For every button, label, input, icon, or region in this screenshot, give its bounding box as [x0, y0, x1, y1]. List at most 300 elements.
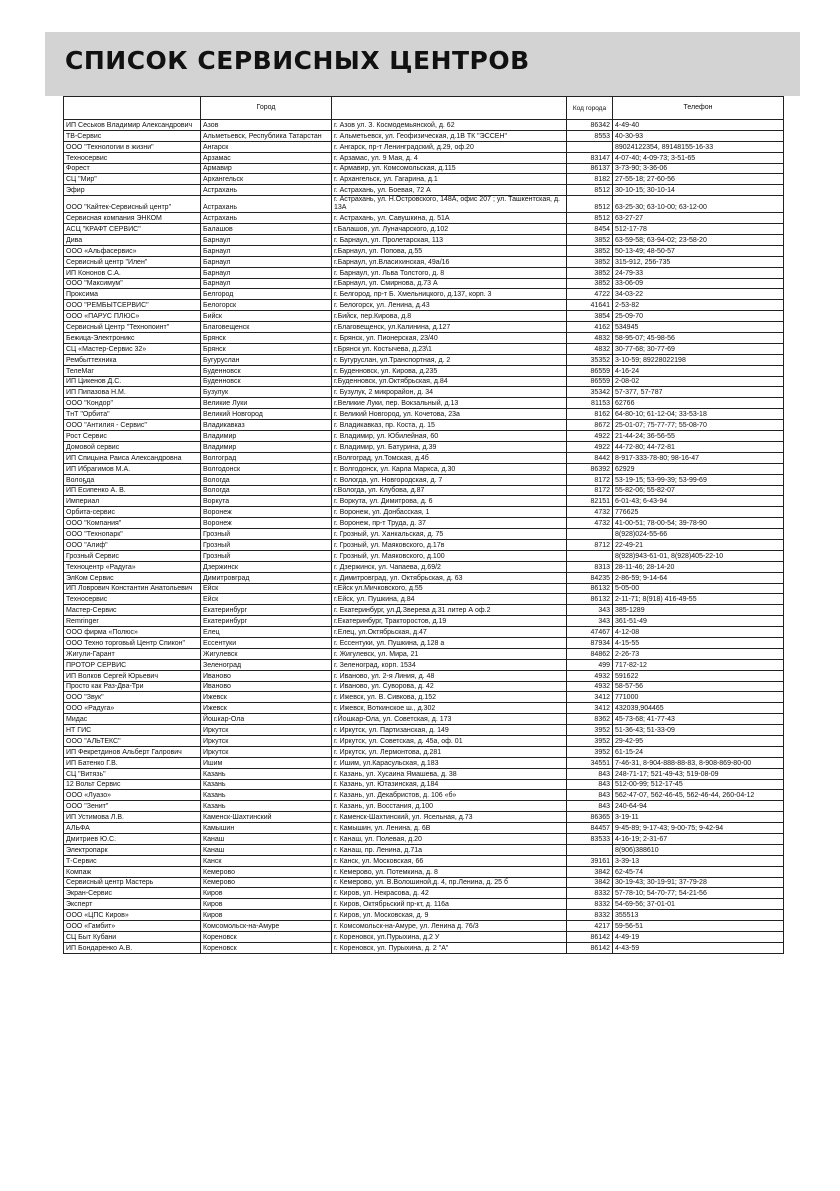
- cell-phone: 717-82-12: [613, 659, 784, 670]
- cell-name: Сервисный Центр "Технопоинт": [64, 322, 201, 333]
- cell-city: Канаш: [201, 844, 332, 855]
- table-row: [64, 354, 784, 365]
- cell-code: 41641: [567, 300, 613, 311]
- cell-address: г. Каменск-Шахтинский, ул. Ясельная, д.73: [332, 812, 567, 823]
- cell-city: Елец: [201, 627, 332, 638]
- cell-city: Барнаул: [201, 278, 332, 289]
- column-header-address: [332, 97, 567, 120]
- table-row: [64, 507, 784, 518]
- table-row: [64, 452, 784, 463]
- cell-name: ООО "Компания": [64, 518, 201, 529]
- cell-city: Дзержинск: [201, 561, 332, 572]
- table-row: [64, 130, 784, 141]
- cell-address: г. Екатеринбург, ул.Д.Зверева д.31 литер А оф.2: [332, 605, 567, 616]
- cell-city: Грозный: [201, 529, 332, 540]
- cell-code: 8313: [567, 561, 613, 572]
- cell-phone: 3-10-59; 89228022198: [613, 354, 784, 365]
- cell-city: Воронеж: [201, 518, 332, 529]
- cell-address: г. Астрахань, ул. Н.Островского, 148А, офис 207 ; ул. Ташкентская, д. 13А: [332, 196, 567, 213]
- table-row: [64, 725, 784, 736]
- table-row: [64, 594, 784, 605]
- cell-code: 4162: [567, 322, 613, 333]
- cell-city: Бузулук: [201, 387, 332, 398]
- table-row: [64, 692, 784, 703]
- service-centers-table: [63, 96, 784, 954]
- cell-name: Бежица-Электроникс: [64, 333, 201, 344]
- cell-city: Екатеринбург: [201, 616, 332, 627]
- cell-city: Барнаул: [201, 256, 332, 267]
- cell-address: г. Кореновск, ул. Пурыхина, д. 2 "А": [332, 942, 567, 953]
- cell-code: 843: [567, 779, 613, 790]
- cell-name: Грозный Сервис: [64, 550, 201, 561]
- service-centers-table-wrapper: [63, 96, 783, 954]
- column-header-city-code: Код города: [567, 97, 613, 120]
- cell-code: 86342: [567, 120, 613, 131]
- table-row: [64, 681, 784, 692]
- cell-address: г. Иркутск, ул. Партизанская, д. 149: [332, 725, 567, 736]
- cell-city: Казань: [201, 768, 332, 779]
- cell-code: 8332: [567, 899, 613, 910]
- cell-address: г.Великие Луки, пер. Вокзальный, д.13: [332, 398, 567, 409]
- table-row: [64, 659, 784, 670]
- cell-phone: 4-16-24: [613, 365, 784, 376]
- cell-city: Астрахань: [201, 196, 332, 213]
- cell-name: Remringer: [64, 616, 201, 627]
- cell-city: Белогорск: [201, 300, 332, 311]
- cell-code: 3852: [567, 245, 613, 256]
- cell-name: ИП Есипенко А. В.: [64, 485, 201, 496]
- cell-address: г. Армавир, ул. Комсомольская, д.115: [332, 163, 567, 174]
- cell-name: ТнТ "Орбита": [64, 409, 201, 420]
- table-row: [64, 757, 784, 768]
- cell-phone: 58-57-56: [613, 681, 784, 692]
- cell-code: 4722: [567, 289, 613, 300]
- cell-code: 3412: [567, 692, 613, 703]
- cell-code: 8162: [567, 409, 613, 420]
- cell-address: г.Вологда, ул. Клубова, д.87: [332, 485, 567, 496]
- cell-phone: 8(928)943-61-01, 8(928)405-22-10: [613, 550, 784, 561]
- cell-city: Комсомольск-на-Амуре: [201, 921, 332, 932]
- cell-name: Эксперт: [64, 899, 201, 910]
- cell-name: Империал: [64, 496, 201, 507]
- cell-name: ЭлКом Сервис: [64, 572, 201, 583]
- cell-phone: 45-73-68; 41-77-43: [613, 714, 784, 725]
- cell-phone: 24-79-33: [613, 267, 784, 278]
- column-header-phone: Телефон: [613, 97, 784, 120]
- cell-address: г. Буденновск, ул. Кирова, д.235: [332, 365, 567, 376]
- cell-city: Великие Луки: [201, 398, 332, 409]
- table-row: [64, 224, 784, 235]
- cell-code: 84235: [567, 572, 613, 583]
- cell-phone: 22-49-21: [613, 539, 784, 550]
- cell-address: г. Ишим, ул.Карасульская, д.183: [332, 757, 567, 768]
- cell-address: г.Благовещенск, ул.Калинина, д.127: [332, 322, 567, 333]
- cell-address: г. Арзамас, ул. 9 Мая, д. 4: [332, 152, 567, 163]
- cell-code: 86559: [567, 376, 613, 387]
- cell-phone: 3-39-13: [613, 855, 784, 866]
- column-header-city: Город: [201, 97, 332, 120]
- cell-address: г.Бийск, пер.Кирова, д.8: [332, 311, 567, 322]
- cell-code: 8553: [567, 130, 613, 141]
- cell-address: г. Жигулевск, ул. Мира, 21: [332, 648, 567, 659]
- column-header-name: [64, 97, 201, 120]
- cell-code: 343: [567, 605, 613, 616]
- cell-code: 86365: [567, 812, 613, 823]
- cell-city: Казань: [201, 779, 332, 790]
- cell-name: ИП Батенко Г.В.: [64, 757, 201, 768]
- table-row: [64, 561, 784, 572]
- cell-address: г. Воронеж, пр-т Труда, д. 37: [332, 518, 567, 529]
- cell-code: 4932: [567, 670, 613, 681]
- cell-code: 86559: [567, 365, 613, 376]
- cell-city: Кемерово: [201, 877, 332, 888]
- cell-code: 3952: [567, 746, 613, 757]
- cell-code: 4922: [567, 441, 613, 452]
- table-row: [64, 300, 784, 311]
- cell-code: 843: [567, 801, 613, 812]
- cell-city: Астрахань: [201, 185, 332, 196]
- cell-code: 8332: [567, 888, 613, 899]
- cell-phone: 3-73-90; 3-36-06: [613, 163, 784, 174]
- table-row: [64, 174, 784, 185]
- cell-city: Иркутск: [201, 725, 332, 736]
- cell-phone: 7-46-31, 8-904-888-88-83, 8-908-869-80-00: [613, 757, 784, 768]
- cell-address: г.Йошкар-Ола, ул. Советская, д. 173: [332, 714, 567, 725]
- cell-name: Дмитриев Ю.С.: [64, 834, 201, 845]
- cell-city: Грозный: [201, 550, 332, 561]
- cell-city: Камышин: [201, 823, 332, 834]
- cell-code: 3842: [567, 877, 613, 888]
- cell-phone: 30-10-15; 30-10-14: [613, 185, 784, 196]
- cell-city: Каменск-Шахтинский: [201, 812, 332, 823]
- cell-name: Сервисный центр Мастерь: [64, 877, 201, 888]
- cell-address: г. Ижевск, Воткинское ш., д.302: [332, 703, 567, 714]
- cell-address: г. Владикавказ, пр. Коста, д. 15: [332, 420, 567, 431]
- cell-address: г. Киров, ул. Московская, д. 9: [332, 910, 567, 921]
- cell-name: Сервисная компания ЭНКОМ: [64, 213, 201, 224]
- cell-city: Волгоград: [201, 452, 332, 463]
- cell-address: г.Екатеринбург, Тракторостов, д.19: [332, 616, 567, 627]
- cell-phone: 315-912, 256-735: [613, 256, 784, 267]
- table-row: [64, 496, 784, 507]
- cell-city: Армавир: [201, 163, 332, 174]
- cell-phone: 562-47-07, 562-46-45, 562-46-44, 260-04-12: [613, 790, 784, 801]
- cell-code: 83147: [567, 152, 613, 163]
- cell-city: Грозный: [201, 539, 332, 550]
- cell-address: г.Ейск ул.Мичковского, д.55: [332, 583, 567, 594]
- cell-code: 4832: [567, 343, 613, 354]
- cell-code: 4732: [567, 518, 613, 529]
- cell-address: г. Иваново, ул. Суворова, д. 42: [332, 681, 567, 692]
- cell-phone: 4-43-59: [613, 942, 784, 953]
- cell-name: Рембыттехника: [64, 354, 201, 365]
- table-row: [64, 431, 784, 442]
- table-row: [64, 910, 784, 921]
- cell-code: 843: [567, 768, 613, 779]
- table-row: [64, 387, 784, 398]
- cell-code: 86142: [567, 942, 613, 953]
- table-row: [64, 539, 784, 550]
- cell-phone: 64-80-10; 61-12-04; 33-53-18: [613, 409, 784, 420]
- cell-city: Ейск: [201, 594, 332, 605]
- cell-code: 843: [567, 790, 613, 801]
- cell-address: г. Волгодонск, ул. Карла Маркса, д.30: [332, 463, 567, 474]
- cell-name: Экран-Сервис: [64, 888, 201, 899]
- cell-name: АСЦ "КРАФТ СЕРВИС": [64, 224, 201, 235]
- cell-city: Киров: [201, 888, 332, 899]
- cell-code: 84862: [567, 648, 613, 659]
- cell-address: г. Кемерово, ул. В.Волошиной,д. 4, пр.Ленина, д. 25 б: [332, 877, 567, 888]
- cell-phone: 2-08-02: [613, 376, 784, 387]
- cell-phone: 27-55-18; 27-60-56: [613, 174, 784, 185]
- cell-name: ТВ-Сервис: [64, 130, 201, 141]
- cell-phone: 50-13-49; 48-50-57: [613, 245, 784, 256]
- cell-name: Рост Сервис: [64, 431, 201, 442]
- cell-address: г. Ангарск, пр-т Ленинградский, д.29, оф.20: [332, 141, 567, 152]
- cell-phone: 2-26-73: [613, 648, 784, 659]
- cell-code: 343: [567, 616, 613, 627]
- cell-phone: 2-86-59; 9-14-64: [613, 572, 784, 583]
- cell-code: 8512: [567, 196, 613, 213]
- cell-code: 3842: [567, 866, 613, 877]
- table-row: [64, 196, 784, 213]
- cell-phone: 41-00-51; 78-00-54; 39-78-90: [613, 518, 784, 529]
- cell-city: Иркутск: [201, 735, 332, 746]
- cell-address: г. Ессентуки, ул. Пушкина, д.128 а: [332, 637, 567, 648]
- cell-city: Азов: [201, 120, 332, 131]
- table-row: [64, 163, 784, 174]
- cell-name: Техносервис: [64, 152, 201, 163]
- table-row: [64, 474, 784, 485]
- cell-name: Т-Сервис: [64, 855, 201, 866]
- cell-phone: 248-71-17; 521-49-43; 519-08-09: [613, 768, 784, 779]
- table-row: [64, 855, 784, 866]
- table-header-row: [64, 97, 784, 120]
- cell-phone: 512-17-78: [613, 224, 784, 235]
- cell-code: 81153: [567, 398, 613, 409]
- cell-city: Брянск: [201, 333, 332, 344]
- cell-city: Димитровград: [201, 572, 332, 583]
- table-row: [64, 844, 784, 855]
- cell-name: Мастер-Сервис: [64, 605, 201, 616]
- cell-code: 8512: [567, 185, 613, 196]
- cell-phone: 4-12-08: [613, 627, 784, 638]
- table-row: [64, 420, 784, 431]
- cell-city: Ангарск: [201, 141, 332, 152]
- cell-city: Владимир: [201, 431, 332, 442]
- cell-name: СЦ "Мир": [64, 174, 201, 185]
- cell-address: г. Канаш, пр. Ленина, д.71а: [332, 844, 567, 855]
- cell-address: г.Барнаул, ул. Смирнова, д.73 А: [332, 278, 567, 289]
- cell-code: 8442: [567, 452, 613, 463]
- cell-address: г. Владимир, ул. Батурина, д.39: [332, 441, 567, 452]
- cell-address: г. Иркутск, ул. Советская, д. 45а, оф. 01: [332, 735, 567, 746]
- cell-name: ИП Волков Сергей Юрьевич: [64, 670, 201, 681]
- cell-code: 4922: [567, 431, 613, 442]
- cell-name: Домовой сервис: [64, 441, 201, 452]
- cell-phone: 51-36-43; 51-33-09: [613, 725, 784, 736]
- cell-address: г. Астрахань, ул. Боевая, 72 А: [332, 185, 567, 196]
- table-row: [64, 932, 784, 943]
- table-row: [64, 888, 784, 899]
- cell-address: г. Архангельск, ул. Гагарина, д.1: [332, 174, 567, 185]
- cell-name: ООО "Алиф": [64, 539, 201, 550]
- table-row: [64, 267, 784, 278]
- cell-phone: 63-27-27: [613, 213, 784, 224]
- cell-phone: 30-19-43; 30-19-91; 37-79-28: [613, 877, 784, 888]
- cell-address: г. Альметьевск, ул. Геофизическая, д.1В ТК "ЭССЕН": [332, 130, 567, 141]
- cell-address: г. Канск, ул. Московская, 66: [332, 855, 567, 866]
- cell-code: 3852: [567, 256, 613, 267]
- table-row: [64, 768, 784, 779]
- cell-name: Эфир: [64, 185, 201, 196]
- cell-phone: 25-01-07; 75-77-77; 55-08-70: [613, 420, 784, 431]
- cell-name: СЦ «Мастер-Сервис 32»: [64, 343, 201, 354]
- cell-address: г. Барнаул, ул. Пролетарская, 113: [332, 235, 567, 246]
- cell-phone: 5-05-00: [613, 583, 784, 594]
- cell-name: Мидас: [64, 714, 201, 725]
- cell-name: Волоҕда: [64, 474, 201, 485]
- cell-city: Барнаул: [201, 245, 332, 256]
- cell-code: 8512: [567, 213, 613, 224]
- table-row: [64, 703, 784, 714]
- cell-city: Кореновск: [201, 942, 332, 953]
- table-row: [64, 256, 784, 267]
- cell-phone: 6-01-43; 6-43-94: [613, 496, 784, 507]
- cell-city: Жигулевск: [201, 648, 332, 659]
- cell-city: Владикавказ: [201, 420, 332, 431]
- cell-code: 87934: [567, 637, 613, 648]
- cell-name: ООО фирма «Полюс»: [64, 627, 201, 638]
- cell-phone: 8(928)024-55-66: [613, 529, 784, 540]
- cell-address: г. Владимир, ул. Юбилейная, 60: [332, 431, 567, 442]
- table-row: [64, 441, 784, 452]
- cell-address: г. Димитровград, ул. Октябрьская, д. 63: [332, 572, 567, 583]
- cell-name: ООО "Максимум": [64, 278, 201, 289]
- cell-code: [567, 141, 613, 152]
- cell-phone: 28-11-46; 28-14-20: [613, 561, 784, 572]
- cell-phone: 355513: [613, 910, 784, 921]
- cell-address: г. Бугуруслан, ул.Транспортная, д. 2: [332, 354, 567, 365]
- table-row: [64, 670, 784, 681]
- cell-name: ООО "Технопарк": [64, 529, 201, 540]
- cell-phone: 55-82-06; 55-82-07: [613, 485, 784, 496]
- cell-code: 4217: [567, 921, 613, 932]
- cell-phone: 62929: [613, 463, 784, 474]
- cell-code: 86132: [567, 583, 613, 594]
- cell-code: 34551: [567, 757, 613, 768]
- table-row: [64, 152, 784, 163]
- cell-name: ООО «Гамбит»: [64, 921, 201, 932]
- cell-city: Екатеринбург: [201, 605, 332, 616]
- cell-name: ИП Пипазова Н.М.: [64, 387, 201, 398]
- cell-address: г. Великий Новгород, ул. Кочетова, 23а: [332, 409, 567, 420]
- cell-name: ИП Сеськов Владимир Александрович: [64, 120, 201, 131]
- cell-phone: 21-44-24; 36-56-55: [613, 431, 784, 442]
- table-row: [64, 779, 784, 790]
- cell-city: Казань: [201, 790, 332, 801]
- cell-city: Ижевск: [201, 692, 332, 703]
- cell-city: Ейск: [201, 583, 332, 594]
- cell-address: г. Канаш, ул. Полевая, д.20: [332, 834, 567, 845]
- cell-code: 35342: [567, 387, 613, 398]
- cell-address: г.Брянск ул. Костычева, д.23\1: [332, 343, 567, 354]
- cell-city: Ессентуки: [201, 637, 332, 648]
- cell-name: Орбита-сервис: [64, 507, 201, 518]
- cell-code: 3854: [567, 311, 613, 322]
- cell-name: Просто как Раз-Два-Три: [64, 681, 201, 692]
- cell-city: Буденновск: [201, 376, 332, 387]
- cell-address: г. Белогорск, ул. Ленина, д.43: [332, 300, 567, 311]
- cell-city: Бугуруслан: [201, 354, 332, 365]
- cell-phone: 4-07-40; 4-09-73; 3-51-65: [613, 152, 784, 163]
- cell-code: 8182: [567, 174, 613, 185]
- cell-city: Барнаул: [201, 267, 332, 278]
- cell-city: Великий Новгород: [201, 409, 332, 420]
- table-row: [64, 409, 784, 420]
- cell-name: ООО "АЛЬТЕКС": [64, 735, 201, 746]
- cell-phone: 33-06-09: [613, 278, 784, 289]
- table-body: [64, 120, 784, 954]
- cell-city: Зеленоград: [201, 659, 332, 670]
- cell-address: г. Кореновск, ул.Пурыхина, д.2 У: [332, 932, 567, 943]
- cell-code: 4832: [567, 333, 613, 344]
- cell-code: 8332: [567, 910, 613, 921]
- table-row: [64, 289, 784, 300]
- table-row: [64, 616, 784, 627]
- cell-name: Компаж: [64, 866, 201, 877]
- cell-name: ООО "РЕМБЫТСЕРВИС": [64, 300, 201, 311]
- cell-city: Вологда: [201, 485, 332, 496]
- table-row: [64, 790, 784, 801]
- cell-phone: 385-1289: [613, 605, 784, 616]
- table-row: [64, 627, 784, 638]
- cell-phone: 34-03-22: [613, 289, 784, 300]
- cell-city: Воркута: [201, 496, 332, 507]
- cell-code: 35352: [567, 354, 613, 365]
- cell-address: г. Казань, ул. Декабристов, д. 106 «б»: [332, 790, 567, 801]
- cell-city: Буденновск: [201, 365, 332, 376]
- cell-city: Иваново: [201, 670, 332, 681]
- cell-code: 86132: [567, 594, 613, 605]
- cell-phone: 25-09-70: [613, 311, 784, 322]
- cell-address: г. Барнаул, ул. Льва Толстого, д. 8: [332, 267, 567, 278]
- cell-code: 82151: [567, 496, 613, 507]
- cell-address: г. Зеленоград, корп. 1534: [332, 659, 567, 670]
- table-row: [64, 877, 784, 888]
- cell-address: г. Астрахань, ул. Савушкина, д. 51А: [332, 213, 567, 224]
- cell-name: ООО Техно торговый Центр Спикон": [64, 637, 201, 648]
- cell-phone: 534945: [613, 322, 784, 333]
- cell-city: Архангельск: [201, 174, 332, 185]
- cell-name: 12 Вольт Сервис: [64, 779, 201, 790]
- cell-phone: 4-49-40: [613, 120, 784, 131]
- table-row: [64, 899, 784, 910]
- cell-phone: 44-72-80; 44-72-81: [613, 441, 784, 452]
- cell-name: Форест: [64, 163, 201, 174]
- cell-code: [567, 529, 613, 540]
- cell-name: НТ ГИС: [64, 725, 201, 736]
- cell-address: г. Киров, ул. Некрасова, д. 42: [332, 888, 567, 899]
- page-title: СПИСОК СЕРВИСНЫХ ЦЕНТРОВ: [65, 46, 530, 75]
- table-row: [64, 572, 784, 583]
- table-row: [64, 278, 784, 289]
- cell-address: г. Бузулук, 2 микрорайон, д. 34: [332, 387, 567, 398]
- cell-address: г. Белгород, пр-т Б. Хмельницкого, д.137, корп. 3: [332, 289, 567, 300]
- table-row: [64, 834, 784, 845]
- table-row: [64, 801, 784, 812]
- table-row: [64, 637, 784, 648]
